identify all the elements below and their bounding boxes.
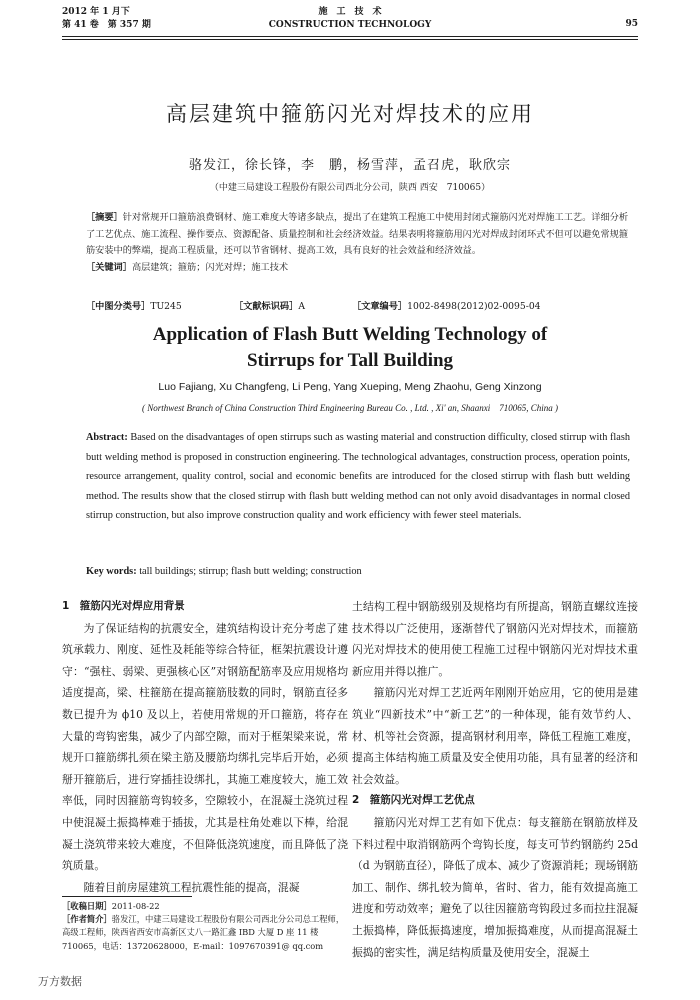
section-1-heading: 1 箍筋闪光对焊应用背景 bbox=[62, 600, 185, 612]
section-1-paragraph-2-continued: 土结构工程中钢筋级别及规格均有所提高，钢筋直螺纹连接技术得以广泛使用，逐渐替代了钢筋闪光对焊技术，而箍筋闪光对焊技术的使用使工程施工过程中钢筋闪光对焊技术重新应用并得以推广。 bbox=[352, 600, 638, 678]
doc-code-value: A bbox=[298, 301, 305, 312]
received-value: 2011-08-22 bbox=[111, 901, 160, 911]
clc-code bbox=[86, 298, 182, 312]
keywords-en-label: Key words: bbox=[86, 566, 137, 577]
abstract-cn-label: ［摘要］ bbox=[86, 212, 123, 223]
title-english bbox=[0, 322, 700, 374]
page-number: 95 bbox=[625, 19, 638, 29]
abstract-cn-body bbox=[86, 210, 630, 260]
section-1-paragraph-1: 为了保证结构的抗震安全，建筑结构设计充分考虑了建筑承载力、刚度、延性及耗能等综合特征，框架抗震设计遵守：“强柱、弱梁、更强核心区”对钢筋配筋率及应用规格均适度提高，梁、柱箍筋在提高箍筋肢数的同时，钢筋直径多数已提升为 ϕ10 及以上，若使用常规的开口箍筋，将存在大量的弯钩密集，减少了内部空隙，而对于框架梁来说，常规开口箍筋绑扎须在梁主筋及腰筋均绑扎完毕后开始，必须掰开箍筋后，进行穿插挂设绑扎，其施工难度较大，施工效率低，同时因箍筋弯钩较多，空隙较小，在混凝土浇筑过程中使混凝土振捣棒难于插拔，尤其是柱角处难以下棒，给混凝土浇筑带来较大难度，不但降低浇筑速度，而且降低了浇筑质量。 bbox=[62, 621, 348, 873]
issue-date: 2012 年 1 月下 bbox=[62, 7, 130, 17]
abstract-chinese bbox=[86, 210, 630, 276]
section-2-paragraph-1: 箍筋闪光对焊工艺有如下优点：每支箍筋在钢筋放样及下料过程中取消钢筋两个弯钩长度，每支可节约钢筋约 25d（d 为钢筋直径），降低了成本、减少了资源消耗；现场钢筋加工、制作、绑扎较为简单，省时、省力，能有效提高施工进度和劳动效率；避免了以往因箍筋弯钩段过多而拉拄混凝土振捣棒，降低振捣速度，增加振捣难度，从而提高混凝土振捣的密实性，满足结构质量及使用安全，混凝土 bbox=[352, 815, 638, 959]
received-label: ［收稿日期］ bbox=[62, 901, 112, 911]
authors-english: Luo Fajiang, Xu Changfeng, Li Peng, Yang Xueping, Meng Zhaohu, Geng Xinzong bbox=[158, 381, 542, 393]
article-no-label: ［文章编号］ bbox=[352, 301, 408, 312]
doc-code-label: ［文献标识码］ bbox=[234, 301, 299, 312]
keywords-cn-text: 高层建筑；箍筋；闪光对焊；施工技术 bbox=[131, 261, 289, 273]
header-rule bbox=[62, 36, 638, 37]
journal-name-cn: 施 工 技 术 bbox=[318, 7, 382, 17]
header-rule-thin bbox=[62, 39, 638, 40]
section-1-paragraph-3: 箍筋闪光对焊工艺近两年刚刚开始应用，它的使用是建筑业“四新技术”中“新工艺”的一种体现，能有效节约人、材、机等社会资源，提高钢材利用率，降低工程施工难度，提高主体结构施工质量及安全使用功能，具有显著的经济和社会效益。 bbox=[352, 686, 638, 786]
section-1-paragraph-2: 随着目前房屋建筑工程抗震性能的提高，混凝 bbox=[83, 880, 300, 894]
footnote bbox=[62, 900, 348, 953]
article-number bbox=[352, 298, 541, 312]
journal-name-en: CONSTRUCTION TECHNOLOGY bbox=[268, 20, 432, 30]
running-header bbox=[62, 6, 638, 58]
title-chinese: 高层建筑中箍筋闪光对焊技术的应用 bbox=[166, 102, 534, 126]
body-column-left bbox=[62, 596, 348, 898]
body-column-right bbox=[352, 596, 638, 963]
abstract-en-text: Based on the disadvantages of open stirrups such as wasting material and construction difficulty, closed stirrup with flash butt welding method is proposed in construction engineering. The technological advantages, construction process, operation points, resource arrangement, quality control, social and economic benefits are introduced for the closed stirrup with flash butt welding method. The results show that the closed stirrup with flash butt welding method can not only avoid disadvantages in normal closed stirrup construction, but also improve construction quality and work efficiency with fewer steel materials. bbox=[86, 432, 630, 521]
affiliation-english: ( Northwest Branch of China Construction Third Engineering Bureau Co. , Ltd. , Xi' an, Shaanxi 710065, China ) bbox=[141, 403, 558, 413]
abstract-en-label: Abstract: bbox=[86, 432, 128, 443]
section-2-heading: 2 箍筋闪光对焊工艺优点 bbox=[352, 794, 475, 807]
issue-volume: 第 41 卷 第 357 期 bbox=[62, 20, 151, 30]
document-code bbox=[234, 298, 305, 312]
abstract-cn-text: 针对常规开口箍筋浪费钢材、施工难度大等诸多缺点，提出了在建筑工程施工中使用封闭式箍筋闪光对焊施工工艺。详细分析了工艺优点、施工流程、操作要点、资源配备、质量控制和社会经济效益。结果表明将箍筋用闪光对焊成封闭环式不但可以避免常规箍筋安装中的弊端，提高工程质量，还可以节省钢材、提高工效，具有良好的社会效益和经济效益。 bbox=[86, 212, 629, 256]
author-bio-text: 骆发江，中建三局建设工程股份有限公司西北分公司总工程师，高级工程师，陕西省西安市高新区丈八一路汇鑫 IBD 大厦 D 座 11 楼 710065，电话：13720628000，E-mail：1097670391@ qq.com bbox=[62, 914, 345, 951]
watermark: 万方数据 bbox=[38, 975, 82, 988]
keywords-cn bbox=[86, 260, 630, 277]
journal-name bbox=[62, 6, 638, 32]
affiliation-chinese: （中建三局建设工程股份有限公司西北分公司，陕西 西安 710065） bbox=[209, 183, 491, 193]
clc-value: TU245 bbox=[150, 301, 182, 312]
abstract-english bbox=[86, 428, 630, 526]
keywords-en-text: tall buildings; stirrup; flash butt welding; construction bbox=[136, 566, 362, 577]
keywords-cn-label: ［关键词］ bbox=[86, 261, 132, 273]
article-no-value: 1002-8498(2012)02-0095-04 bbox=[407, 301, 541, 312]
footnote-rule bbox=[62, 896, 192, 897]
clc-label: ［中图分类号］ bbox=[86, 301, 151, 312]
author-bio bbox=[62, 913, 348, 953]
title-en-line1: Application of Flash Butt Welding Technology of bbox=[152, 324, 548, 345]
author-bio-label: ［作者简介］ bbox=[62, 914, 112, 925]
keywords-english bbox=[86, 566, 630, 577]
authors-chinese: 骆发江，徐长锋，李 鹏，杨雪萍，孟召虎，耿欣宗 bbox=[188, 158, 511, 173]
received-date bbox=[62, 900, 348, 913]
title-en-line2: Stirrups for Tall Building bbox=[246, 350, 454, 371]
